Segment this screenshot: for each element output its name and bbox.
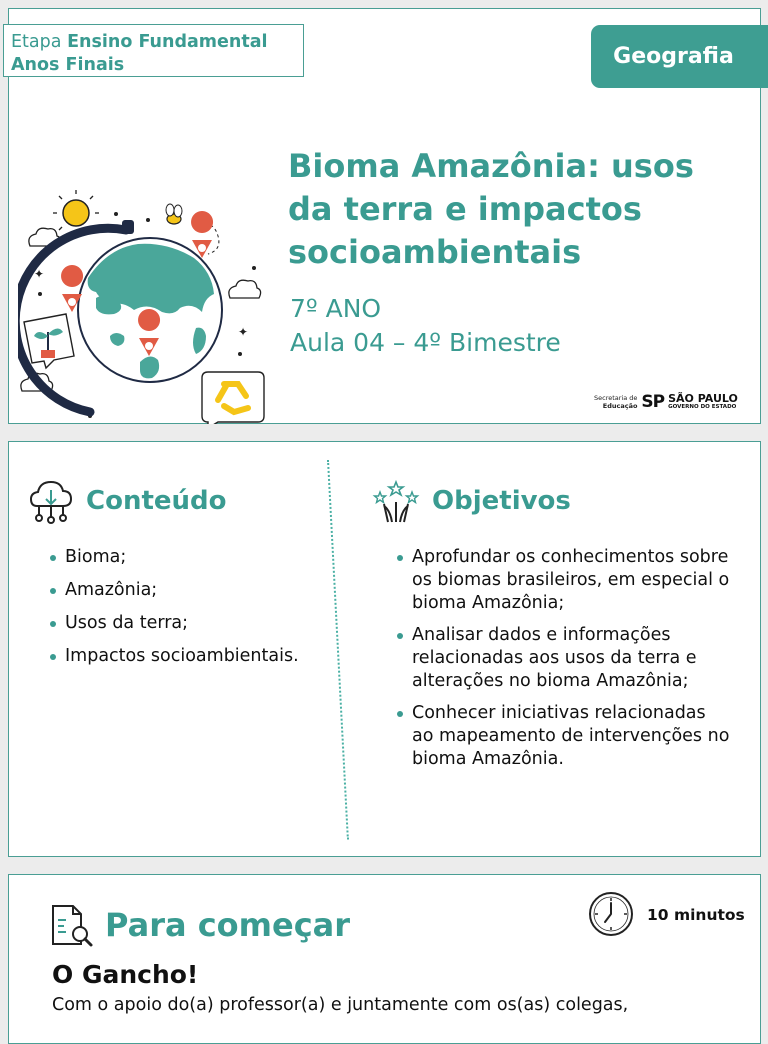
content-title: Conteúdo bbox=[86, 486, 227, 516]
school-year: 7º ANO bbox=[290, 294, 382, 323]
stage-value: Ensino Fundamental Anos Finais bbox=[11, 32, 268, 75]
list-item: Impactos socioambientais. bbox=[47, 645, 327, 668]
svg-text:✳: ✳ bbox=[72, 402, 82, 415]
svg-text:✦: ✦ bbox=[34, 267, 45, 281]
lesson-title: Bioma Amazônia: usos da terra e impactos socioambientais bbox=[288, 147, 694, 271]
sp-logo: SP bbox=[641, 392, 665, 412]
hook-title: O Gancho! bbox=[52, 960, 199, 989]
sao-paulo-label: SÃO PAULO GOVERNO DO ESTADO bbox=[668, 392, 738, 410]
globe-illustration bbox=[18, 186, 268, 424]
location-pin-icon bbox=[191, 211, 213, 258]
list-item: Analisar dados e informações relacionadas aos usos da terra e alterações no bioma Amazônia; bbox=[394, 624, 730, 693]
government-logo bbox=[594, 392, 738, 412]
objectives-list bbox=[394, 546, 730, 780]
secretaria-label: Secretaria de Educação bbox=[594, 394, 638, 410]
document-search-icon bbox=[49, 902, 97, 950]
subject-label: Geografia bbox=[613, 44, 734, 69]
stage-label: Etapa bbox=[11, 32, 62, 52]
start-card bbox=[8, 874, 761, 1044]
hook-text: Com o apoio do(a) professor(a) e juntamente com os(as) colegas, bbox=[52, 995, 629, 1015]
content-list bbox=[47, 546, 327, 678]
fireworks-icon bbox=[372, 478, 420, 526]
plant-sprout-icon bbox=[24, 314, 74, 368]
cloud-icon bbox=[229, 280, 261, 298]
list-item: Amazônia; bbox=[47, 579, 327, 602]
clock-icon bbox=[586, 891, 636, 937]
stage-box bbox=[3, 24, 304, 77]
duration-label: 10 minutos bbox=[647, 906, 745, 924]
start-title: Para começar bbox=[105, 906, 351, 944]
list-item: Aprofundar os conhecimentos sobre os biomas brasileiros, em especial o bioma Amazônia; bbox=[394, 546, 730, 615]
list-item: Conhecer iniciativas relacionadas ao mapeamento de intervenções no bioma Amazônia. bbox=[394, 702, 730, 771]
recycle-icon bbox=[202, 372, 264, 424]
subject-tag bbox=[591, 25, 768, 88]
bee-icon bbox=[166, 204, 182, 224]
lesson-number: Aula 04 – 4º Bimestre bbox=[290, 328, 561, 357]
cloud-network-icon bbox=[29, 480, 73, 524]
list-item: Bioma; bbox=[47, 546, 327, 569]
svg-text:✦: ✦ bbox=[238, 325, 249, 339]
list-item: Usos da terra; bbox=[47, 612, 327, 635]
objectives-title: Objetivos bbox=[432, 486, 571, 516]
